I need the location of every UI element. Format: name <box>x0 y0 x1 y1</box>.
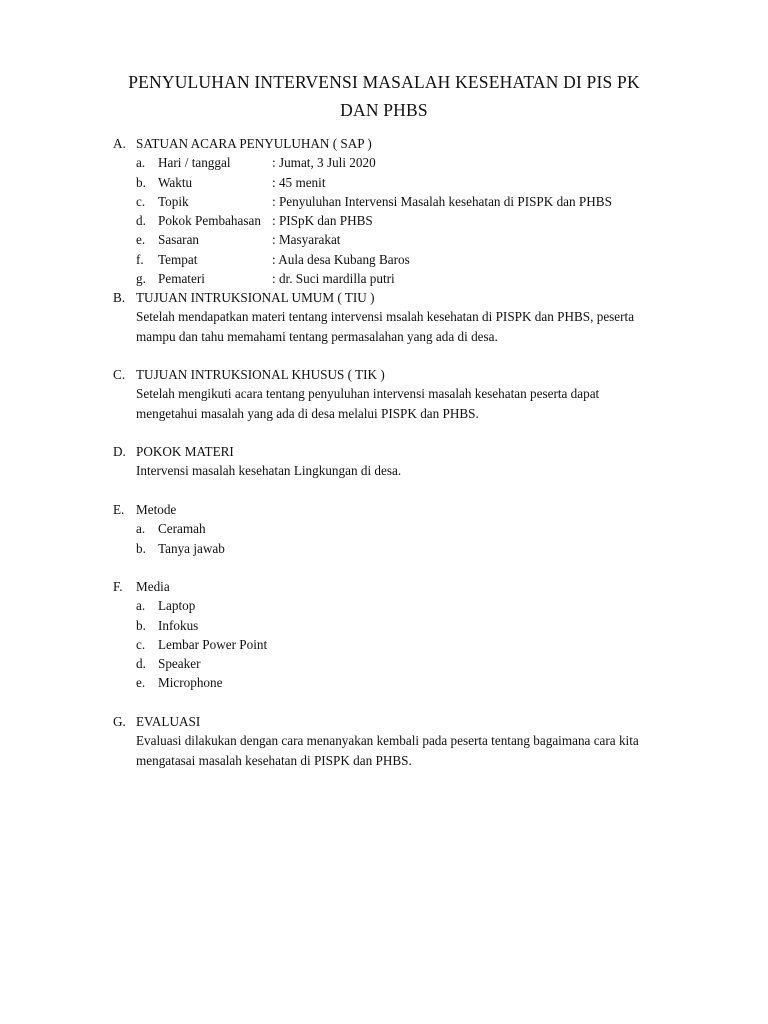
item-value: : PISpK dan PHBS <box>272 213 373 229</box>
item-letter: a. <box>136 598 146 614</box>
item-letter: e. <box>136 232 146 248</box>
list-item <box>136 519 676 538</box>
list-item <box>136 654 676 673</box>
item-key: Pemateri <box>158 271 205 287</box>
section-c <box>113 365 676 423</box>
section-paragraph <box>136 461 676 480</box>
section-letter: G. <box>113 714 126 729</box>
section-heading: Metode <box>136 502 177 517</box>
item-text: Speaker <box>158 656 201 672</box>
item-key: Pokok Pembahasan <box>158 213 261 229</box>
section-paragraph <box>136 384 676 423</box>
paragraph-line: Intervensi masalah kesehatan Lingkungan di desa. <box>136 463 402 479</box>
item-text: Infokus <box>158 617 199 633</box>
section-letter: F. <box>113 579 123 594</box>
title-line-2: DAN PHBS <box>340 100 428 120</box>
item-letter: c. <box>136 193 146 209</box>
section-paragraph <box>136 307 676 346</box>
item-text: Lembar Power Point <box>158 636 268 652</box>
paragraph-line: Evaluasi dilakukan dengan cara menanyakan kembali pada peserta tentang bagaimana cara kita <box>136 733 639 749</box>
section-a <box>113 134 676 288</box>
section-paragraph <box>136 731 676 770</box>
title-line-1: PENYULUHAN INTERVENSI MASALAH KESEHATAN DI PIS PK <box>128 72 640 92</box>
item-letter: a. <box>136 155 146 171</box>
section-f <box>113 577 676 693</box>
list-item <box>136 153 676 172</box>
item-letter: g. <box>136 271 146 287</box>
section-heading: Media <box>136 579 170 594</box>
item-text: Tanya jawab <box>158 540 225 556</box>
item-letter: c. <box>136 636 146 652</box>
item-value: : Jumat, 3 Juli 2020 <box>272 155 376 171</box>
section-letter: E. <box>113 502 125 517</box>
item-text: Laptop <box>158 598 196 614</box>
list-item <box>136 635 676 654</box>
item-letter: f. <box>136 251 144 267</box>
item-value: : Aula desa Kubang Baros <box>272 251 410 267</box>
section-heading: TUJUAN INTRUKSIONAL UMUM ( TIU ) <box>136 290 375 305</box>
item-value: : 45 menit <box>272 174 326 190</box>
section-heading: TUJUAN INTRUKSIONAL KHUSUS ( TIK ) <box>136 367 385 382</box>
item-key: Tempat <box>158 251 198 267</box>
item-letter: d. <box>136 656 146 672</box>
item-key: Sasaran <box>158 232 200 248</box>
paragraph-line: mengatasai masalah kesehatan di PISPK dan PHBS. <box>136 752 412 768</box>
item-letter: b. <box>136 617 146 633</box>
section-heading: EVALUASI <box>136 714 201 729</box>
list-item <box>136 173 676 192</box>
item-letter: e. <box>136 675 146 691</box>
section-letter: A. <box>113 136 126 151</box>
list-item <box>136 673 676 692</box>
item-value: : dr. Suci mardilla putri <box>272 271 395 287</box>
item-value: : Masyarakat <box>272 232 341 248</box>
section-e <box>113 500 676 558</box>
section-letter: D. <box>113 444 126 459</box>
section-d <box>113 442 676 481</box>
document-title <box>60 68 708 124</box>
media-list <box>136 596 676 692</box>
item-letter: b. <box>136 174 146 190</box>
list-item <box>136 596 676 615</box>
item-key: Waktu <box>158 174 193 190</box>
paragraph-line: Setelah mendapatkan materi tentang intervensi msalah kesehatan di PISPK dan PHBS, peserta <box>136 309 635 325</box>
list-item <box>136 269 676 288</box>
section-heading: SATUAN ACARA PENYULUHAN ( SAP ) <box>136 136 372 151</box>
item-letter: a. <box>136 521 146 537</box>
list-item <box>136 192 676 211</box>
list-item <box>136 211 676 230</box>
sap-list <box>136 153 676 288</box>
method-list <box>136 519 676 558</box>
paragraph-line: mampu dan tahu memahami tentang permasalahan yang ada di desa. <box>136 328 498 344</box>
item-key: Topik <box>158 193 189 209</box>
item-text: Ceramah <box>158 521 206 537</box>
list-item <box>136 250 676 269</box>
section-g <box>113 712 676 770</box>
item-key: Hari / tanggal <box>158 155 231 171</box>
section-letter: B. <box>113 290 126 305</box>
paragraph-line: Setelah mengikuti acara tentang penyuluhan intervensi masalah kesehatan peserta dapat <box>136 386 600 402</box>
item-letter: d. <box>136 213 146 229</box>
list-item <box>136 230 676 249</box>
item-value: : Penyuluhan Intervensi Masalah kesehatan di PISPK dan PHBS <box>272 193 612 209</box>
section-b <box>113 288 676 346</box>
list-item <box>136 539 676 558</box>
section-letter: C. <box>113 367 126 382</box>
list-item <box>136 616 676 635</box>
item-letter: b. <box>136 540 146 556</box>
item-text: Microphone <box>158 675 223 691</box>
section-heading: POKOK MATERI <box>136 444 234 459</box>
paragraph-line: mengetahui masalah yang ada di desa melalui PISPK dan PHBS. <box>136 405 479 421</box>
